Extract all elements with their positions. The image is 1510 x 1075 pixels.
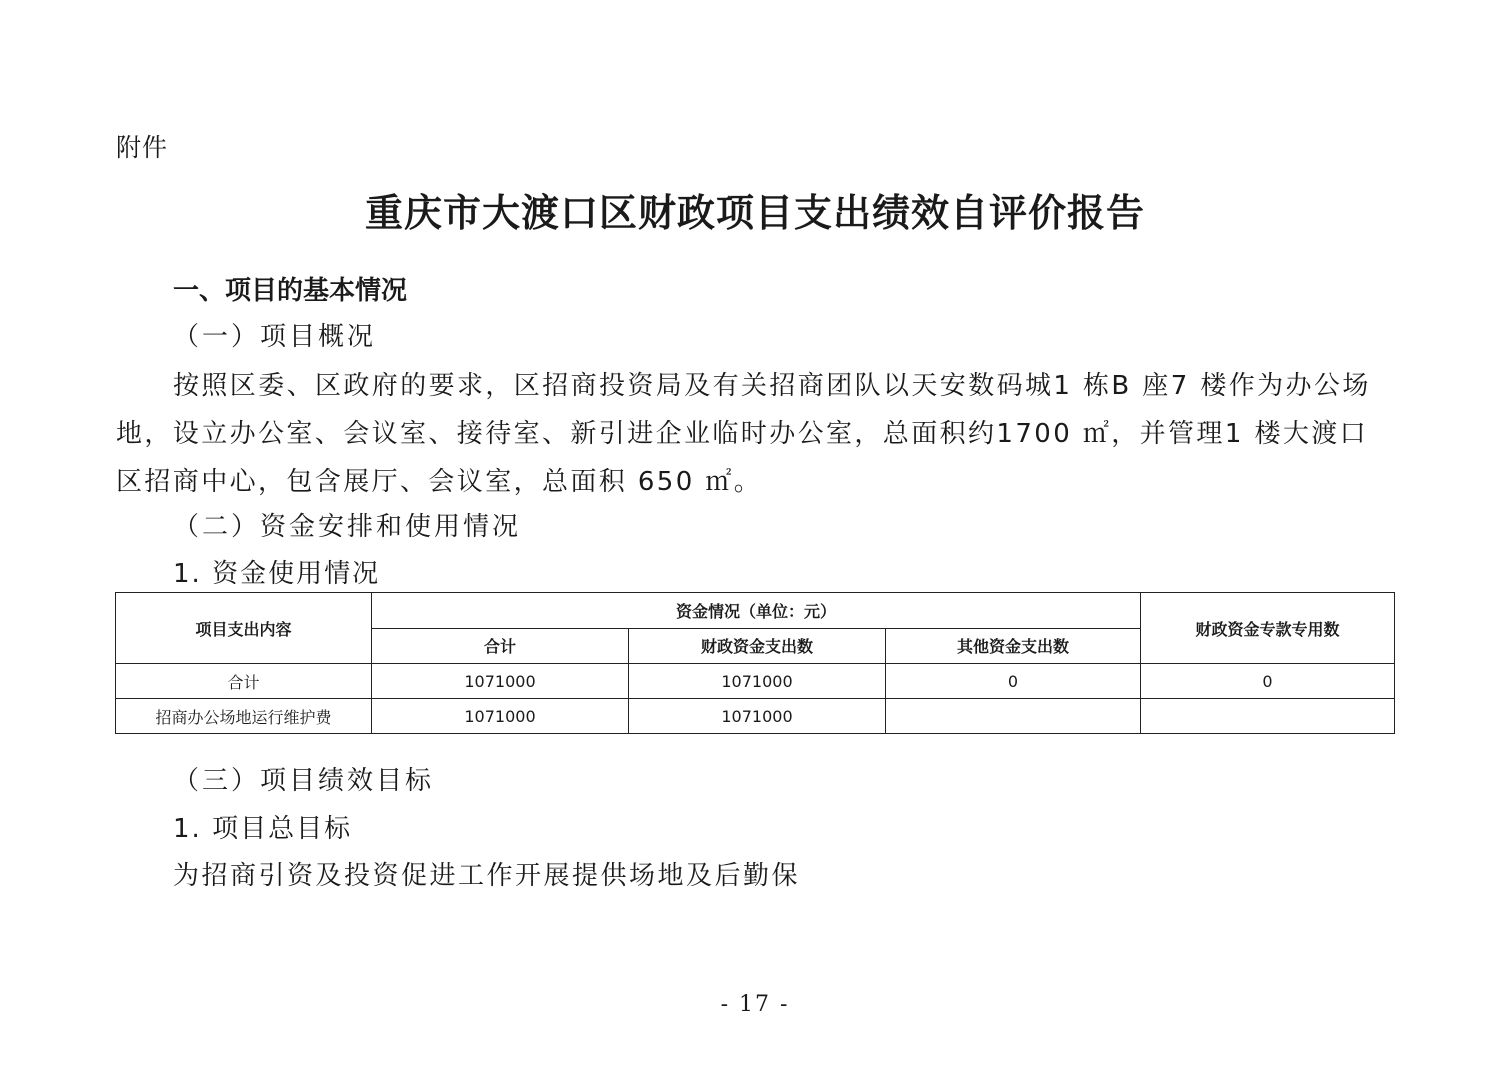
page-number: - 17 - [720, 992, 790, 1017]
cell-total: 1071000 [372, 664, 629, 699]
cell-total: 1071000 [372, 699, 629, 734]
header-fund-group: 资金情况（单位：元） [372, 593, 1141, 629]
item-heading-fund-usage: 1. 资金使用情况 [173, 559, 381, 589]
subsection-heading-overview: （一）项目概况 [173, 322, 377, 352]
table-row [116, 699, 1395, 734]
row-label: 合计 [116, 664, 372, 699]
header-special-fund: 财政资金专款专用数 [1141, 593, 1395, 664]
document-title: 重庆市大渡口区财政项目支出绩效自评价报告 [364, 190, 1145, 235]
header-item: 项目支出内容 [116, 593, 372, 664]
row-label: 招商办公场地运行维护费 [116, 699, 372, 734]
header-fiscal-spending: 财政资金支出数 [629, 628, 886, 664]
overview-paragraph-text: 按照区委、区政府的要求，区招商投资局及有关招商团队以天安数码城1 栋B 座7 楼作为办公场地，设立办公室、会议室、接待室、新引进企业临时办公室，总面积约1700 ㎡，并管理1 楼大渡口区招商中心，包含展厅、会议室，总面积 650 ㎡。 [116, 371, 1371, 497]
subsection-heading-funding: （二）资金安排和使用情况 [173, 512, 522, 542]
header-other-spending: 其他资金支出数 [886, 628, 1141, 664]
cell-fiscal: 1071000 [629, 664, 886, 699]
cell-special [1141, 699, 1395, 734]
attachment-label: 附件 [116, 133, 169, 162]
header-total: 合计 [372, 628, 629, 664]
section-heading-basic-info: 一、项目的基本情况 [173, 276, 408, 306]
cell-other: 0 [886, 664, 1141, 699]
fund-usage-table [115, 592, 1395, 734]
table-header-row [116, 593, 1395, 629]
overall-goal-text: 为招商引资及投资促进工作开展提供场地及后勤保 [173, 861, 801, 891]
item-heading-overall-goal: 1. 项目总目标 [173, 814, 353, 844]
cell-other [886, 699, 1141, 734]
cell-special: 0 [1141, 664, 1395, 699]
cell-fiscal: 1071000 [629, 699, 886, 734]
subsection-heading-performance-goals: （三）项目绩效目标 [173, 766, 435, 796]
overview-paragraph [116, 362, 1396, 506]
table-row [116, 664, 1395, 699]
